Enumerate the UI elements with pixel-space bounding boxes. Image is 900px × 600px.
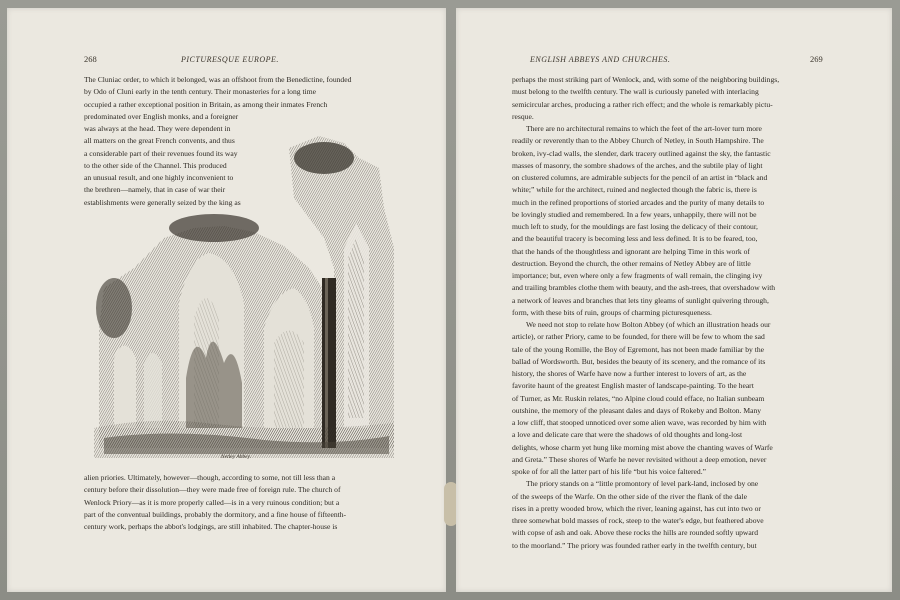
text-line: outshine, the memory of the pleasant dales and days of Rokeby and Bolton. Many xyxy=(512,405,762,415)
text-line: part of the conventual buildings, probably the dormitory, and a fine house of fifteenth- xyxy=(84,509,347,519)
left-running-head: PICTURESQUE EUROPE. xyxy=(181,55,279,64)
text-line: importance; but, even where only a few fragments of wall remain, the clinging ivy xyxy=(512,271,763,280)
text-line: a love and delicate care that were the shadows of old thoughts and long-lost xyxy=(512,430,743,440)
text-line: to the moorland.” The priory was founded rather early in the twelfth century, but xyxy=(512,540,757,550)
text-line: with copse of ash and oak. Above these rocks the hills are rounded softly upward xyxy=(512,528,759,538)
text-line: readily or reverently than to the Abbey Church of Netley, in South Hampshire. The xyxy=(512,136,764,146)
text-line: resque. xyxy=(512,111,534,121)
text-line: delights, whose charm yet hung like morning mist above the chanting waves of Warfe xyxy=(512,442,773,452)
text-line: an unusual result, and one highly inconvenient to xyxy=(84,173,234,182)
text-line: history, the shores of Warfe have now a further interest to lovers of art, as the xyxy=(512,369,747,378)
text-line: semicircular arches, producing a rather rich effect; and the whole is remarkably pictu- xyxy=(512,99,773,109)
right-page-number: 269 xyxy=(810,54,823,64)
text-line: spoke of for all the latter part of his life “but his voice faltered.” xyxy=(512,467,706,476)
text-line: article), or rather Priory, came to be founded, for there will be few to whom the sad xyxy=(512,332,765,342)
left-page xyxy=(7,8,446,592)
text-line: and the beautiful tracery is becoming less and less defined. It is to be feared, too, xyxy=(512,234,758,244)
left-bottom-text xyxy=(84,472,446,533)
text-line: a considerable part of their revenues found its way xyxy=(84,148,238,158)
right-page xyxy=(456,8,892,592)
left-page-number: 268 xyxy=(84,54,97,64)
text-line: and trailing brambles clothe them with beauty, and the ash-trees, that overshadow with xyxy=(512,283,776,293)
text-line: the brethren—namely, that in case of war their xyxy=(84,185,226,195)
netley-abbey-engraving xyxy=(94,128,394,458)
text-line: white;” while for the architect, ruined and neglected though the fabric is, there is xyxy=(512,185,757,195)
text-line: and Greta.” These shores of Warfe he never revisited without a deep emotion, never xyxy=(512,454,767,464)
text-line: much in the refined proportions of storied arcades and the purity of many details to xyxy=(512,197,765,207)
text-line: all matters on the great French convents, and thus xyxy=(84,136,235,146)
text-line: rises in a pretty wooded brow, which the river, leaning against, has cut into two or xyxy=(512,503,761,513)
text-line: broken, ivy-clad walls, the slender, dark tracery outlined against the sky, the fantastic xyxy=(512,148,771,158)
text-line: three somewhat bold masses of rock, steep to the water's edge, but feathered above xyxy=(512,516,764,525)
text-line: establishments were generally seized by the king as xyxy=(84,197,241,207)
text-line: ballad of Wordsworth. But, besides the beauty of its scenery, and the romance of its xyxy=(512,356,766,366)
text-line: must belong to the twelfth century. The wall is curiously paneled with interlacing xyxy=(512,87,759,97)
text-line: perhaps the most striking part of Wenlock, and, with some of the neighboring buildings, xyxy=(512,75,780,84)
text-line: by Odo of Cluni early in the tenth century. Their monasteries for a long time xyxy=(84,87,316,97)
text-line: century before their dissolution—they were made free of foreign rule. The church of xyxy=(84,485,341,495)
text-line: tale of the young Romille, the Boy of Egremont, has not been made familiar by the xyxy=(512,344,765,354)
text-line: be lovingly studied and remembered. In a few years, unhappily, there will not be xyxy=(512,209,757,219)
text-line: destruction. Beyond the church, the other remains of Netley Abbey are of little xyxy=(512,258,751,268)
text-line: to the other side of the Channel. This produced xyxy=(84,160,227,170)
right-running-head: ENGLISH ABBEYS AND CHURCHES. xyxy=(530,55,671,64)
illustration-caption: Netley Abbey. xyxy=(221,454,252,460)
right-body-text xyxy=(512,74,834,552)
text-line: The Cluniac order, to which it belonged, was an offshoot from the Benedictine, founded xyxy=(84,75,352,84)
text-line: Wenlock Priory—as it is more properly called—is in a very ruinous condition; but a xyxy=(84,497,340,507)
text-line: of Turner, as Mr. Ruskin relates, “no Alpine cloud could efface, no Italian sunbeam xyxy=(512,393,765,403)
text-line: The priory stands on a “little promontory of level park-land, inclosed by one xyxy=(526,479,759,489)
text-line: favorite haunt of the greatest English master of landscape-painting. To the heart xyxy=(512,381,754,391)
text-line: There are no architectural remains to which the feet of the art-lover turn more xyxy=(526,124,762,133)
text-line: a network of leaves and branches that lets tiny gleams of sunlight quivering through, xyxy=(512,295,769,305)
text-line: occupied a rather exceptional position in Britain, as among their inmates French xyxy=(84,99,328,109)
text-line: predominated over English monks, and a foreigner xyxy=(84,111,239,121)
text-line: masses of masonry, the sombre shadows of the arches, and the subtile play of light xyxy=(512,160,763,170)
text-line: of the sweeps of the Warfe. On the other side of the river the flank of the dale xyxy=(512,491,747,501)
text-line: a low cliff, that stooped unnoticed over some alien wave, was recorded by him with xyxy=(512,418,767,427)
text-line: form, with these bits of ruin, groups of charming picturesqueness. xyxy=(512,307,712,317)
text-line: on clustered columns, are admirable subjects for the pencil of an artist in “black and xyxy=(512,173,768,182)
text-line: century work, perhaps the abbot's lodgings, are still inhabited. The chapter-house is xyxy=(84,522,338,531)
text-line: was always at the head. They were dependent in xyxy=(84,124,231,133)
text-line: much left to study, for the mouldings are fast losing the delicacy of their contour, xyxy=(512,222,758,231)
text-line: alien priories. Ultimately, however—though, according to some, not till less than a xyxy=(84,473,336,482)
text-line: that the hands of the thoughtless and ignorant are helping Time in this work of xyxy=(512,246,750,256)
text-line: We need not stop to relate how Bolton Abbey (of which an illustration heads our xyxy=(526,320,771,329)
